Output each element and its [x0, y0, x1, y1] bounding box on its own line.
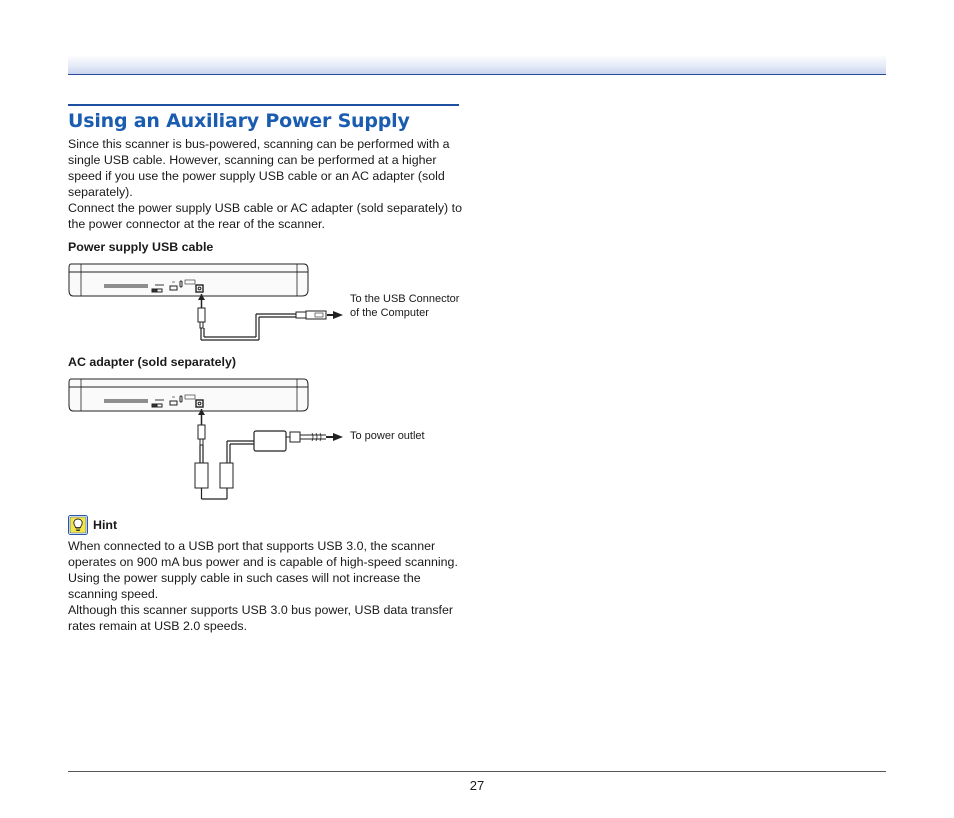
intro-paragraph-1: Since this scanner is bus-powered, scanning can be performed with a single USB cable. However, scanning can be performed at a higher speed if you use the power supply USB cable or an AC adapter (sold separately). [68, 137, 450, 199]
section-title: Using an Auxiliary Power Supply [68, 110, 410, 132]
usb-cable-heading: Power supply USB cable [68, 240, 214, 254]
ac-adapter-heading: AC adapter (sold separately) [68, 355, 237, 369]
page-number: 27 [469, 778, 485, 793]
scanner-rear-illustration [69, 379, 308, 411]
lightbulb-icon [68, 515, 88, 535]
hint-paragraph-1: When connected to a USB port that supports USB 3.0, the scanner operates on 900 mA bus power and is capable of high-speed scanning. Using the power supply cable in such cases will not increase the scanning speed. [68, 539, 458, 601]
intro-paragraph-2: Connect the power supply USB cable or AC adapter (sold separately) to the power connector at the rear of the scanner. [68, 201, 462, 231]
usb-cable-diagram [68, 262, 368, 342]
ac-adapter-callout: To power outlet [350, 430, 425, 442]
header-band [68, 55, 886, 75]
ac-adapter-cable [195, 409, 343, 499]
hint-paragraph-2: Although this scanner supports USB 3.0 bus power, USB data transfer rates remain at USB 2.0 speeds. [68, 603, 454, 633]
scanner-rear-illustration [69, 264, 308, 296]
hint-label: Hint [93, 518, 118, 532]
usb-cable-callout: To the USB Connector of the Computer [350, 293, 460, 319]
ac-adapter-diagram [68, 377, 368, 502]
ac-adapter-brick [254, 431, 286, 451]
footer-divider [68, 771, 886, 772]
section-divider [68, 104, 459, 106]
ferrite-core [220, 463, 233, 488]
ferrite-core [195, 463, 208, 488]
usb-power-cable [198, 294, 343, 340]
